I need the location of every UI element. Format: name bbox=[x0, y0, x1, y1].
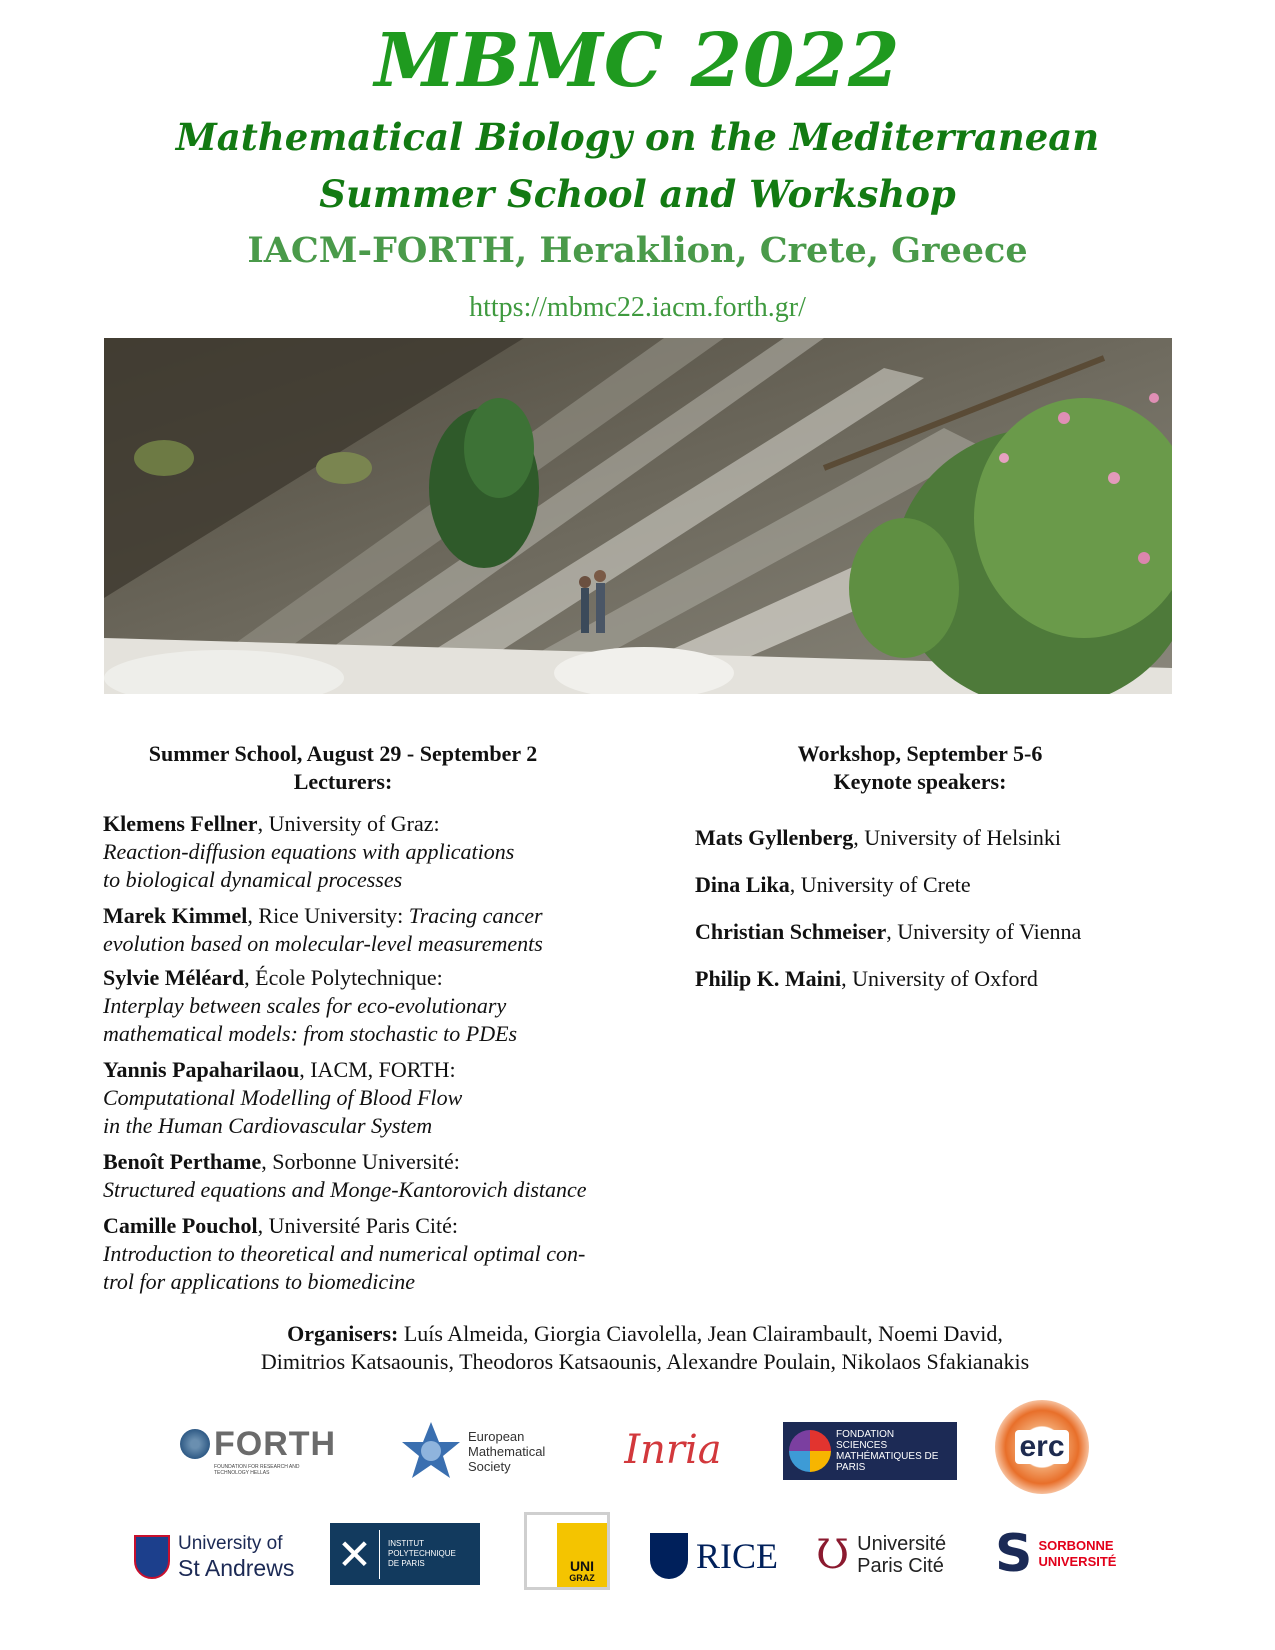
speaker-affiliation: , University of Crete bbox=[789, 872, 971, 897]
speaker-name: Dina Lika bbox=[695, 872, 790, 897]
speaker-affiliation: , University of Oxford bbox=[841, 966, 1038, 991]
ems-line-3: Society bbox=[468, 1458, 511, 1474]
fsmp-line-4: PARIS bbox=[836, 1462, 866, 1473]
upc-emblem-icon: Ʊ bbox=[816, 1532, 850, 1578]
lecturer-name: Camille Pouchol bbox=[103, 1213, 258, 1238]
sorbonne-line-2: UNIVERSITÉ bbox=[1038, 1554, 1117, 1569]
rice-shield-icon bbox=[650, 1533, 688, 1579]
keynote-speaker bbox=[695, 965, 1215, 993]
uni-graz-logo bbox=[524, 1512, 610, 1590]
keynote-speaker bbox=[695, 824, 1215, 852]
lecturer-item bbox=[103, 1056, 643, 1140]
polytechnique-line-3: DE PARIS bbox=[388, 1559, 425, 1568]
workshop-dates: Workshop, September 5-6 bbox=[797, 741, 1043, 766]
organisers-label: Organisers: bbox=[287, 1321, 399, 1346]
speaker-name: Mats Gyllenberg bbox=[695, 825, 854, 850]
lecturer-item bbox=[103, 1148, 643, 1204]
talk-title: Reaction-diffusion equations with applications bbox=[103, 839, 515, 864]
subtitle-line-1: Mathematical Biology on the Mediterranean bbox=[175, 115, 1100, 159]
polytechnique-x-icon: ✕ bbox=[330, 1530, 380, 1579]
lecturer-affiliation: , Rice University: bbox=[247, 903, 409, 928]
talk-title-cont: trol for applications to biomedicine bbox=[103, 1269, 416, 1294]
fsmp-puzzle-icon bbox=[789, 1430, 831, 1472]
organisers bbox=[195, 1320, 1095, 1376]
lecturer-name: Marek Kimmel bbox=[103, 903, 248, 928]
school-dates: Summer School, August 29 - September 2 bbox=[148, 741, 538, 766]
lecturer-item bbox=[103, 902, 643, 958]
erc-logo bbox=[995, 1400, 1089, 1494]
ems-star-icon bbox=[400, 1420, 462, 1482]
keynote-speaker bbox=[695, 871, 1215, 899]
st-andrews-line-1: University of bbox=[178, 1533, 283, 1554]
talk-title-cont: in the Human Cardiovascular System bbox=[103, 1113, 433, 1138]
subtitle-line-2: Summer School and Workshop bbox=[319, 172, 956, 216]
uni-graz-line-2: GRAZ bbox=[569, 1573, 595, 1583]
keynote-speaker bbox=[695, 918, 1215, 946]
forth-tagline: FOUNDATION FOR RESEARCH AND TECHNOLOGY HELLAS bbox=[214, 1463, 300, 1476]
upc-logo bbox=[816, 1526, 986, 1584]
upc-line-1: Université bbox=[857, 1533, 947, 1555]
fsmp-line-2: SCIENCES bbox=[836, 1440, 888, 1451]
gorge-photo bbox=[104, 338, 1172, 694]
talk-title-cont: evolution based on molecular-level measurements bbox=[103, 931, 543, 956]
sorbonne-s-icon: S bbox=[995, 1524, 1033, 1584]
st-andrews-shield-icon bbox=[134, 1535, 170, 1579]
ems-line-2: Mathematical bbox=[468, 1443, 546, 1459]
lecturer-name: Sylvie Méléard bbox=[103, 965, 245, 990]
sorbonne-logo bbox=[995, 1522, 1140, 1586]
keynote-label: Keynote speakers: bbox=[833, 769, 1007, 794]
lecturer-affiliation: , Université Paris Cité: bbox=[257, 1213, 459, 1238]
fsmp-line-3: MATHÉMATIQUES DE bbox=[836, 1451, 939, 1462]
speaker-affiliation: , University of Vienna bbox=[886, 919, 1082, 944]
rice-logo bbox=[650, 1528, 786, 1584]
talk-title-cont: to biological dynamical processes bbox=[103, 867, 403, 892]
st-andrews-logo bbox=[134, 1530, 309, 1584]
organisers-line-2: Dimitrios Katsaounis, Theodoros Katsaounis, Alexandre Poulain, Nikolaos Sfakianakis bbox=[260, 1349, 1030, 1374]
fsmp-logo bbox=[783, 1422, 957, 1480]
uni-graz-line-1: UNI bbox=[569, 1558, 595, 1574]
speaker-name: Philip K. Maini bbox=[695, 966, 842, 991]
ems-logo bbox=[400, 1418, 565, 1484]
lecturer-item bbox=[103, 964, 643, 1048]
school-heading bbox=[100, 740, 586, 796]
talk-title: Structured equations and Monge-Kantorovich distance bbox=[103, 1177, 587, 1202]
lecturer-affiliation: , Sorbonne Université: bbox=[261, 1149, 460, 1174]
inria-wordmark: Inria bbox=[624, 1427, 722, 1473]
polytechnique-logo bbox=[330, 1523, 480, 1585]
talk-title: Introduction to theoretical and numerical optimal con- bbox=[103, 1241, 586, 1266]
forth-wordmark: FORTH bbox=[214, 1424, 337, 1463]
lecturers-label: Lecturers: bbox=[293, 769, 393, 794]
poster-title: MBMC 2022 bbox=[374, 18, 901, 104]
forth-logo bbox=[180, 1420, 337, 1480]
ems-line-1: European bbox=[468, 1428, 525, 1444]
lecturer-name: Benoît Perthame bbox=[103, 1149, 262, 1174]
rice-wordmark: RICE bbox=[696, 1536, 779, 1576]
speaker-affiliation: , University of Helsinki bbox=[853, 825, 1062, 850]
st-andrews-line-2: St Andrews bbox=[178, 1555, 295, 1581]
forth-globe-icon bbox=[180, 1429, 210, 1459]
talk-title: Computational Modelling of Blood Flow bbox=[103, 1085, 463, 1110]
website-link[interactable]: https://mbmc22.iacm.forth.gr/ bbox=[469, 292, 806, 323]
talk-title: Tracing cancer bbox=[408, 903, 543, 928]
lecturer-name: Klemens Fellner bbox=[103, 811, 258, 836]
workshop-heading bbox=[720, 740, 1120, 796]
lecturer-item bbox=[103, 1212, 643, 1296]
lecturer-item bbox=[103, 810, 643, 894]
lecturer-affiliation: , University of Graz: bbox=[257, 811, 440, 836]
talk-title: Interplay between scales for eco-evolutionary bbox=[103, 993, 507, 1018]
polytechnique-line-2: POLYTECHNIQUE bbox=[388, 1549, 456, 1558]
lecturer-affiliation: , IACM, FORTH: bbox=[299, 1057, 456, 1082]
inria-logo bbox=[603, 1425, 743, 1475]
speaker-name: Christian Schmeiser bbox=[695, 919, 887, 944]
sorbonne-line-1: SORBONNE bbox=[1038, 1538, 1114, 1553]
talk-title-cont: mathematical models: from stochastic to PDEs bbox=[103, 1021, 518, 1046]
erc-wordmark: erc bbox=[1015, 1430, 1068, 1464]
upc-line-2: Paris Cité bbox=[857, 1555, 944, 1577]
polytechnique-line-1: INSTITUT bbox=[388, 1539, 424, 1548]
lecturer-name: Yannis Papaharilaou bbox=[103, 1057, 300, 1082]
fsmp-line-1: FONDATION bbox=[836, 1429, 895, 1440]
organisers-line-1: Luís Almeida, Giorgia Ciavolella, Jean Clairambault, Noemi David, bbox=[398, 1321, 1003, 1346]
lecturer-affiliation: , École Polytechnique: bbox=[244, 965, 443, 990]
venue: IACM-FORTH, Heraklion, Crete, Greece bbox=[247, 230, 1028, 271]
